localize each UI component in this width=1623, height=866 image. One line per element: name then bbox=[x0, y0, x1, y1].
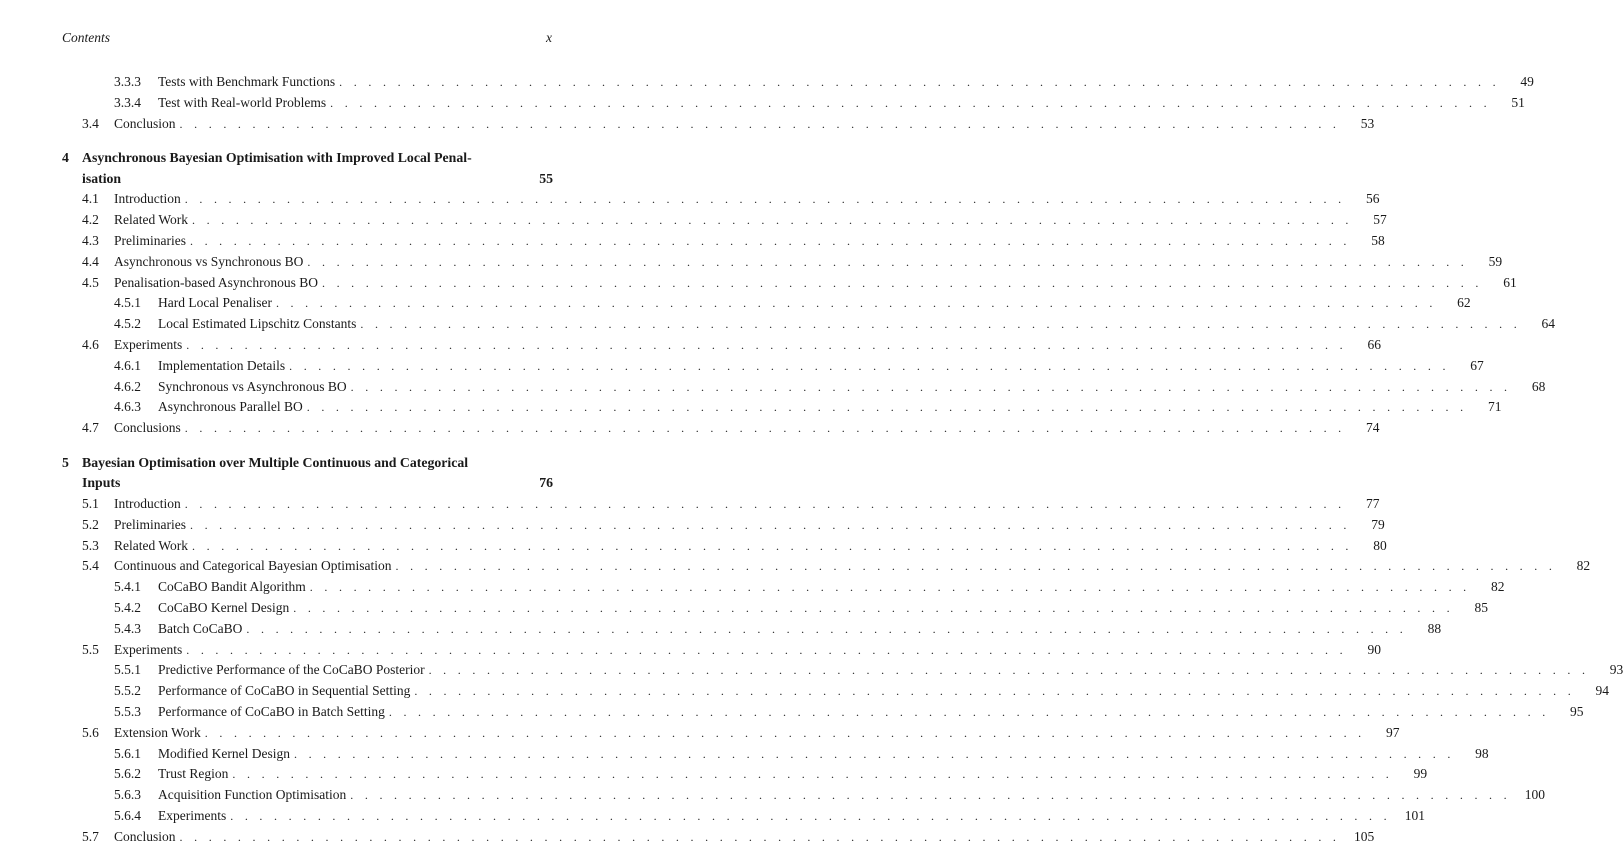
entry-number: 5.4 bbox=[82, 558, 99, 574]
entry-page-number: 80 bbox=[1373, 537, 1387, 553]
entry-page-number: 95 bbox=[1570, 703, 1584, 719]
entry-number: 4.6.2 bbox=[114, 378, 141, 394]
entry-line bbox=[114, 640, 1381, 661]
entry-line bbox=[114, 515, 1385, 536]
entry-line bbox=[158, 72, 1534, 93]
entry-line bbox=[158, 377, 1546, 398]
entry-number: 5.4.3 bbox=[114, 620, 141, 636]
entry-title: Hard Local Penaliser bbox=[158, 293, 276, 314]
chapter-number: 5 bbox=[62, 454, 69, 470]
dot-leader: . . . . . . . . . . . . . . . . . . . . . . . . . . . . . . . . . . . . . . . . . . . . . . . . . . . . . . . . . . . . . . . . . . . . . . . . . . . . . . . . bbox=[428, 663, 1590, 678]
entry-title: Synchronous vs Asynchronous BO bbox=[158, 377, 351, 398]
dot-leader: . . . . . . . . . . . . . . . . . . . . . . . . . . . . . . . . . . . . . . . . . . . . . . . . . . . . . . . . . . . . . . . . . . . . . . . . . . . . . . . . bbox=[350, 379, 1512, 394]
entry-title: Tests with Benchmark Functions bbox=[158, 72, 339, 93]
entry-line bbox=[114, 418, 1380, 439]
toc-section-entry[interactable] bbox=[62, 189, 1380, 210]
entry-title: Conclusion bbox=[114, 827, 180, 848]
entry-page-number: 105 bbox=[1353, 828, 1375, 844]
toc-subsection-entry[interactable] bbox=[62, 314, 1556, 335]
entry-page-number: 82 bbox=[1576, 558, 1591, 574]
toc-section-entry[interactable] bbox=[62, 418, 1380, 439]
entry-title: Introduction bbox=[114, 189, 185, 210]
chapter-title-line: Asynchronous Bayesian Optimisation with Improved Local Penal- bbox=[82, 150, 472, 166]
dot-leader: . . . . . . . . . . . . . . . . . . . . . . . . . . . . . . . . . . . . . . . . . . . . . . . . . . . . . . . . . . . . . . . . . . . . . . . . . . . . . . . . bbox=[388, 704, 1550, 719]
entry-line bbox=[158, 577, 1505, 598]
entry-number: 5.1 bbox=[82, 495, 99, 511]
dot-leader: . . . . . . . . . . . . . . . . . . . . . . . . . . . . . . . . . . . . . . . . . . . . . . . . . . . . . . . . . . . . . . . . . . . . . . . . . . . . . . . . bbox=[192, 538, 1353, 553]
entry-number: 5.5.2 bbox=[114, 683, 141, 699]
entry-title: Asynchronous vs Synchronous BO bbox=[114, 252, 307, 273]
entry-page-number: 68 bbox=[1531, 378, 1546, 394]
entry-number: 4.6.3 bbox=[114, 399, 141, 415]
entry-page-number: 82 bbox=[1490, 579, 1505, 595]
entry-line bbox=[158, 93, 1525, 114]
dot-leader: . . . . . . . . . . . . . . . . . . . . . . . . . . . . . . . . . . . . . . . . . . . . . . . . . . . . . . . . . . . . . . . . . . . . . . . . . . . . . . . . bbox=[189, 517, 1351, 532]
entry-page-number: 61 bbox=[1503, 274, 1517, 290]
entry-number: 4.6.1 bbox=[114, 357, 141, 373]
dot-leader: . . . . . . . . . . . . . . . . . . . . . . . . . . . . . . . . . . . . . . . . . . . . . . . . . . . . . . . . . . . . . . . . . . . . . . . . . . . . . . . . bbox=[179, 116, 1341, 131]
toc-section-entry[interactable] bbox=[62, 827, 1375, 848]
entry-number: 3.4 bbox=[82, 115, 99, 131]
entry-line bbox=[158, 314, 1556, 335]
toc-subsection-entry[interactable] bbox=[62, 577, 1505, 598]
toc-section-entry[interactable] bbox=[62, 210, 1387, 231]
entry-title: CoCaBO Kernel Design bbox=[158, 598, 293, 619]
entry-page-number: 62 bbox=[1457, 295, 1471, 311]
chapter-title bbox=[82, 148, 535, 189]
entry-number: 4.5 bbox=[82, 274, 99, 290]
entry-line bbox=[158, 660, 1623, 681]
toc-subsection-entry[interactable] bbox=[62, 72, 1534, 93]
entry-number: 5.6.4 bbox=[114, 807, 141, 823]
entry-title: Experiments bbox=[114, 335, 186, 356]
entry-number: 5.2 bbox=[82, 516, 99, 532]
entry-title: Trust Region bbox=[158, 764, 232, 785]
entry-title: Conclusion bbox=[114, 114, 180, 135]
dot-leader: . . . . . . . . . . . . . . . . . . . . . . . . . . . . . . . . . . . . . . . . . . . . . . . . . . . . . . . . . . . . . . . . . . . . . . . . . . . . . . . . bbox=[192, 213, 1353, 228]
toc-subsection-entry[interactable] bbox=[62, 377, 1546, 398]
entry-title: Performance of CoCaBO in Batch Setting bbox=[158, 702, 389, 723]
toc-chapter-entry[interactable] bbox=[62, 453, 553, 494]
dot-leader: . . . . . . . . . . . . . . . . . . . . . . . . . . . . . . . . . . . . . . . . . . . . . . . . . . . . . . . . . . . . . . . . . . . . . . . . . . . . . . . . bbox=[184, 496, 1346, 511]
entry-line bbox=[114, 335, 1381, 356]
entry-title: Conclusions bbox=[114, 418, 185, 439]
entry-page-number: 97 bbox=[1385, 724, 1400, 740]
entry-title: Related Work bbox=[114, 210, 192, 231]
dot-leader: . . . . . . . . . . . . . . . . . . . . . . . . . . . . . . . . . . . . . . . . . . . . . . . . . . . . . . . . . . . . . . . . . . . . . . . . . . . . . . . . bbox=[246, 621, 1408, 636]
dot-leader: . . . . . . . . . . . . . . . . . . . . . . . . . . . . . . . . . . . . . . . . . . . . . . . . . . . . . . . . . . . . . . . . . . . . . . . . . . . . . . . . bbox=[230, 808, 1391, 823]
dot-leader: . . . . . . . . . . . . . . . . . . . . . . . . . . . . . . . . . . . . . . . . . . . . . . . . . . . . . . . . . . . . . . . . . . . . . . . . . . . . . . . . bbox=[289, 358, 1450, 373]
entry-title: Related Work bbox=[114, 536, 192, 557]
chapter-title-line: Bayesian Optimisation over Multiple Continuous and Categorical bbox=[82, 454, 469, 470]
entry-page-number: 67 bbox=[1470, 357, 1484, 373]
chapter-page-number: 55 bbox=[539, 170, 553, 186]
entry-page-number: 101 bbox=[1404, 807, 1425, 823]
entry-number: 3.3.3 bbox=[114, 74, 141, 89]
entry-page-number: 71 bbox=[1487, 399, 1502, 415]
chapter-number: 4 bbox=[62, 150, 69, 166]
toc-subsection-entry[interactable] bbox=[62, 744, 1489, 765]
entry-page-number: 94 bbox=[1595, 683, 1610, 699]
entry-line bbox=[158, 293, 1471, 314]
entry-number: 4.3 bbox=[82, 232, 99, 248]
entry-title: Predictive Performance of the CoCaBO Posterior bbox=[158, 660, 429, 681]
toc-subsection-entry[interactable] bbox=[62, 702, 1584, 723]
toc-section-entry[interactable] bbox=[62, 335, 1381, 356]
entry-page-number: 85 bbox=[1474, 599, 1488, 615]
toc-section-entry[interactable] bbox=[62, 515, 1385, 536]
entry-page-number: 51 bbox=[1511, 94, 1525, 110]
entry-line bbox=[158, 744, 1489, 765]
entry-number: 5.3 bbox=[82, 537, 99, 553]
dot-leader: . . . . . . . . . . . . . . . . . . . . . . . . . . . . . . . . . . . . . . . . . . . . . . . . . . . . . . . . . . . . . . . . . . . . . . . . . . . . . . . . bbox=[395, 559, 1557, 574]
entry-number: 5.6.2 bbox=[114, 766, 141, 782]
toc-section-entry[interactable] bbox=[62, 536, 1387, 557]
entry-line bbox=[114, 231, 1385, 252]
entry-number: 4.1 bbox=[82, 191, 99, 207]
dot-leader: . . . . . . . . . . . . . . . . . . . . . . . . . . . . . . . . . . . . . . . . . . . . . . . . . . . . . . . . . . . . . . . . . . . . . . . . . . . . . . . . bbox=[330, 95, 1491, 110]
entry-title: Experiments bbox=[114, 640, 186, 661]
entry-line bbox=[158, 785, 1545, 806]
toc-subsection-entry[interactable] bbox=[62, 785, 1545, 806]
entry-number: 5.6 bbox=[82, 724, 99, 740]
entry-page-number: 53 bbox=[1360, 115, 1375, 131]
entry-page-number: 74 bbox=[1365, 420, 1380, 436]
entry-number: 4.7 bbox=[82, 420, 99, 436]
running-header-page-number: x bbox=[546, 30, 552, 45]
entry-line bbox=[158, 681, 1610, 702]
entry-title: Continuous and Categorical Bayesian Optimisation bbox=[114, 556, 395, 577]
entry-page-number: 98 bbox=[1475, 745, 1489, 761]
toc-subsection-entry[interactable] bbox=[62, 598, 1488, 619]
entry-page-number: 99 bbox=[1413, 766, 1428, 782]
entry-title: Introduction bbox=[114, 494, 185, 515]
dot-leader: . . . . . . . . . . . . . . . . . . . . . . . . . . . . . . . . . . . . . . . . . . . . . . . . . . . . . . . . . . . . . . . . . . . . . . . . . . . . . . . . bbox=[184, 421, 1346, 436]
entry-line bbox=[158, 619, 1442, 640]
entry-title: Asynchronous Parallel BO bbox=[158, 397, 307, 418]
entry-line bbox=[158, 806, 1425, 827]
entry-line bbox=[114, 827, 1375, 848]
toc-section-entry[interactable] bbox=[62, 640, 1381, 661]
dot-leader: . . . . . . . . . . . . . . . . . . . . . . . . . . . . . . . . . . . . . . . . . . . . . . . . . . . . . . . . . . . . . . . . . . . . . . . . . . . . . . . . bbox=[179, 829, 1341, 844]
entry-page-number: 93 bbox=[1609, 662, 1623, 678]
entry-page-number: 56 bbox=[1365, 191, 1380, 207]
entry-line bbox=[114, 536, 1387, 557]
entry-number: 5.7 bbox=[82, 828, 99, 844]
entry-title: Implementation Details bbox=[158, 356, 289, 377]
dot-leader: . . . . . . . . . . . . . . . . . . . . . . . . . . . . . . . . . . . . . . . . . . . . . . . . . . . . . . . . . . . . . . . . . . . . . . . . . . . . . . . . bbox=[293, 600, 1454, 615]
entry-line bbox=[158, 598, 1488, 619]
toc-section-entry[interactable] bbox=[62, 494, 1380, 515]
toc-subsection-entry[interactable] bbox=[62, 356, 1484, 377]
entry-number: 4.5.2 bbox=[114, 316, 141, 332]
entry-line bbox=[158, 397, 1502, 418]
entry-line bbox=[158, 702, 1584, 723]
entry-line bbox=[114, 189, 1380, 210]
entry-line bbox=[158, 356, 1484, 377]
dot-leader: . . . . . . . . . . . . . . . . . . . . . . . . . . . . . . . . . . . . . . . . . . . . . . . . . . . . . . . . . . . . . . . . . . . . . . . . . . . . . . . . bbox=[275, 296, 1437, 311]
dot-leader: . . . . . . . . . . . . . . . . . . . . . . . . . . . . . . . . . . . . . . . . . . . . . . . . . . . . . . . . . . . . . . . . . . . . . . . . . . . . . . . . bbox=[339, 75, 1500, 89]
entry-title: Preliminaries bbox=[114, 515, 190, 536]
entry-number: 5.4.1 bbox=[114, 579, 141, 595]
dot-leader: . . . . . . . . . . . . . . . . . . . . . . . . . . . . . . . . . . . . . . . . . . . . . . . . . . . . . . . . . . . . . . . . . . . . . . . . . . . . . . . . bbox=[186, 642, 1347, 657]
entry-line bbox=[114, 723, 1400, 744]
dot-leader: . . . . . . . . . . . . . . . . . . . . . . . . . . . . . . . . . . . . . . . . . . . . . . . . . . . . . . . . . . . . . . . . . . . . . . . . . . . . . . . . bbox=[360, 317, 1522, 332]
toc-subsection-entry[interactable] bbox=[62, 293, 1471, 314]
entry-number: 4.5.1 bbox=[114, 295, 141, 311]
toc-section-entry[interactable] bbox=[62, 723, 1400, 744]
entry-number: 5.4.2 bbox=[114, 599, 141, 615]
toc-section-entry[interactable] bbox=[62, 231, 1385, 252]
entry-title: Experiments bbox=[158, 806, 230, 827]
entry-title: CoCaBO Bandit Algorithm bbox=[158, 577, 310, 598]
toc-subsection-entry[interactable] bbox=[62, 619, 1442, 640]
entry-number: 5.6.1 bbox=[114, 745, 141, 761]
entry-number: 3.3.4 bbox=[114, 94, 141, 110]
entry-page-number: 88 bbox=[1427, 620, 1442, 636]
toc-subsection-entry[interactable] bbox=[62, 397, 1502, 418]
toc-chapter-entry[interactable] bbox=[62, 148, 553, 189]
toc-subsection-entry[interactable] bbox=[62, 764, 1428, 785]
entry-line bbox=[114, 273, 1517, 294]
toc-subsection-entry[interactable] bbox=[62, 806, 1425, 827]
entry-page-number: 59 bbox=[1488, 253, 1503, 269]
entry-title: Local Estimated Lipschitz Constants bbox=[158, 314, 360, 335]
entry-page-number: 79 bbox=[1371, 516, 1385, 532]
entry-title: Modified Kernel Design bbox=[158, 744, 294, 765]
running-header-title: Contents bbox=[62, 30, 111, 45]
toc-section-entry[interactable] bbox=[62, 273, 1517, 294]
entry-line bbox=[158, 764, 1428, 785]
entry-title: Test with Real-world Problems bbox=[158, 93, 330, 114]
entry-number: 5.5.1 bbox=[114, 662, 141, 678]
dot-leader: . . . . . . . . . . . . . . . . . . . . . . . . . . . . . . . . . . . . . . . . . . . . . . . . . . . . . . . . . . . . . . . . . . . . . . . . . . . . . . . . bbox=[306, 400, 1468, 415]
toc-subsection-entry[interactable] bbox=[62, 681, 1610, 702]
entry-number: 5.5.3 bbox=[114, 703, 141, 719]
entry-number: 5.5 bbox=[82, 641, 99, 657]
toc-subsection-entry[interactable] bbox=[62, 93, 1525, 114]
dot-leader: . . . . . . . . . . . . . . . . . . . . . . . . . . . . . . . . . . . . . . . . . . . . . . . . . . . . . . . . . . . . . . . . . . . . . . . . . . . . . . . . bbox=[232, 767, 1394, 782]
dot-leader: . . . . . . . . . . . . . . . . . . . . . . . . . . . . . . . . . . . . . . . . . . . . . . . . . . . . . . . . . . . . . . . . . . . . . . . . . . . . . . . . bbox=[309, 580, 1471, 595]
chapter-title bbox=[82, 453, 535, 494]
dot-leader: . . . . . . . . . . . . . . . . . . . . . . . . . . . . . . . . . . . . . . . . . . . . . . . . . . . . . . . . . . . . . . . . . . . . . . . . . . . . . . . . bbox=[184, 192, 1346, 207]
dot-leader: . . . . . . . . . . . . . . . . . . . . . . . . . . . . . . . . . . . . . . . . . . . . . . . . . . . . . . . . . . . . . . . . . . . . . . . . . . . . . . . . bbox=[204, 725, 1366, 740]
dot-leader: . . . . . . . . . . . . . . . . . . . . . . . . . . . . . . . . . . . . . . . . . . . . . . . . . . . . . . . . . . . . . . . . . . . . . . . . . . . . . . . . bbox=[321, 275, 1483, 290]
toc-section-entry[interactable] bbox=[62, 556, 1591, 577]
entry-page-number: 100 bbox=[1524, 787, 1545, 803]
entry-line bbox=[114, 556, 1591, 577]
dot-leader: . . . . . . . . . . . . . . . . . . . . . . . . . . . . . . . . . . . . . . . . . . . . . . . . . . . . . . . . . . . . . . . . . . . . . . . . . . . . . . . . bbox=[350, 788, 1511, 803]
toc-section-entry[interactable] bbox=[62, 252, 1503, 273]
entry-number: 4.4 bbox=[82, 253, 99, 269]
entry-title: Extension Work bbox=[114, 723, 205, 744]
entry-line bbox=[114, 114, 1375, 135]
toc-subsection-entry[interactable] bbox=[62, 660, 1623, 681]
entry-page-number: 58 bbox=[1371, 232, 1385, 248]
entry-line bbox=[114, 494, 1380, 515]
entry-number: 4.6 bbox=[82, 336, 99, 352]
dot-leader: . . . . . . . . . . . . . . . . . . . . . . . . . . . . . . . . . . . . . . . . . . . . . . . . . . . . . . . . . . . . . . . . . . . . . . . . . . . . . . . . bbox=[186, 337, 1347, 352]
entry-title: Acquisition Function Optimisation bbox=[158, 785, 350, 806]
dot-leader: . . . . . . . . . . . . . . . . . . . . . . . . . . . . . . . . . . . . . . . . . . . . . . . . . . . . . . . . . . . . . . . . . . . . . . . . . . . . . . . . bbox=[189, 233, 1351, 248]
entry-line bbox=[114, 252, 1503, 273]
entry-page-number: 64 bbox=[1541, 316, 1556, 332]
entry-page-number: 66 bbox=[1367, 336, 1381, 352]
entry-title: Preliminaries bbox=[114, 231, 190, 252]
entry-page-number: 77 bbox=[1365, 495, 1380, 511]
chapter-title-line: Inputs bbox=[82, 475, 121, 491]
entry-number: 4.2 bbox=[82, 212, 99, 228]
chapter-title-line: isation bbox=[82, 170, 122, 186]
chapter-page-number: 76 bbox=[539, 475, 553, 491]
toc-section-entry[interactable] bbox=[62, 114, 1375, 135]
entry-title: Penalisation-based Asynchronous BO bbox=[114, 273, 322, 294]
entry-title: Performance of CoCaBO in Sequential Setting bbox=[158, 681, 414, 702]
entry-page-number: 49 bbox=[1520, 74, 1534, 89]
dot-leader: . . . . . . . . . . . . . . . . . . . . . . . . . . . . . . . . . . . . . . . . . . . . . . . . . . . . . . . . . . . . . . . . . . . . . . . . . . . . . . . . bbox=[293, 746, 1455, 761]
entry-page-number: 90 bbox=[1367, 641, 1381, 657]
table-of-contents bbox=[62, 72, 1623, 848]
dot-leader: . . . . . . . . . . . . . . . . . . . . . . . . . . . . . . . . . . . . . . . . . . . . . . . . . . . . . . . . . . . . . . . . . . . . . . . . . . . . . . . . bbox=[307, 254, 1469, 269]
entry-number: 5.6.3 bbox=[114, 787, 141, 803]
entry-line bbox=[114, 210, 1387, 231]
entry-title: Batch CoCaBO bbox=[158, 619, 246, 640]
dot-leader: . . . . . . . . . . . . . . . . . . . . . . . . . . . . . . . . . . . . . . . . . . . . . . . . . . . . . . . . . . . . . . . . . . . . . . . . . . . . . . . . bbox=[414, 684, 1576, 699]
entry-page-number: 57 bbox=[1373, 212, 1387, 228]
